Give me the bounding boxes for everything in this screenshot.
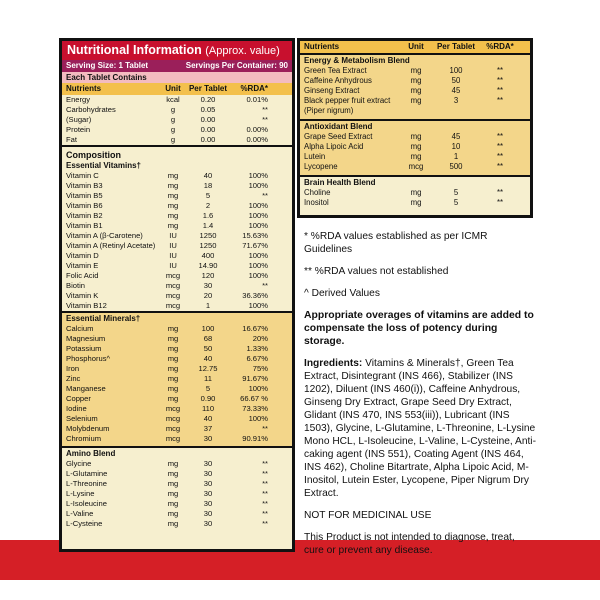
rda-percent: ** (262, 424, 268, 433)
table-row (62, 459, 292, 469)
unit: IU (169, 231, 177, 240)
unit: IU (169, 241, 177, 250)
unit: IU (169, 251, 177, 260)
unit: mcg (165, 404, 181, 413)
rda-percent: ** (496, 198, 504, 207)
rda-percent: ** (262, 115, 268, 124)
table-row (300, 188, 530, 198)
rda-percent: 100% (248, 271, 268, 280)
nutrient-name: Alpha Lipoic Acid (304, 142, 364, 151)
per-tablet: 30 (203, 281, 213, 290)
nutrient-name: Vitamin B12 (66, 301, 107, 310)
notes-section (304, 230, 536, 566)
rda-percent: 75% (252, 364, 268, 373)
per-tablet: 40 (203, 414, 213, 423)
unit: mg (410, 86, 422, 95)
rda-percent: 0.00% (246, 125, 268, 134)
per-tablet: 120 (201, 271, 215, 280)
nutrient-name: Selenium (66, 414, 98, 423)
nutrient-name: Calcium (66, 324, 94, 333)
unit: g (170, 135, 176, 144)
table-row (62, 414, 292, 424)
table-row (62, 261, 292, 271)
unit: mg (167, 364, 179, 373)
rda-percent: 16.67% (242, 324, 268, 333)
table-row (300, 106, 530, 116)
per-tablet: 5 (453, 188, 459, 197)
nutrient-name: L-Glutamine (66, 469, 108, 478)
nutrient-name: Lutein (304, 152, 326, 161)
table-row (62, 181, 292, 191)
per-tablet: 10 (451, 142, 461, 151)
rda-note: * %RDA values established as per ICMR Guidelines (304, 231, 488, 255)
rda-percent: 91.67% (242, 374, 268, 383)
nutrient-name: Grape Seed Extract (304, 132, 373, 141)
table-row (62, 171, 292, 181)
table-row (62, 364, 292, 374)
per-tablet: 50 (451, 76, 461, 85)
nutrient-name: Copper (66, 394, 91, 403)
per-tablet: 1250 (199, 241, 217, 250)
per-tablet: 1 (205, 301, 211, 310)
nutrient-name: Energy (66, 95, 91, 104)
per-tablet: 1.6 (202, 211, 214, 220)
per-tablet: 11 (204, 374, 212, 383)
per-tablet: 0.20 (200, 95, 216, 104)
table-row (62, 324, 292, 334)
table-row (62, 191, 292, 201)
rda-percent: 36.36% (242, 291, 268, 300)
per-tablet: 0.00 (200, 115, 216, 124)
nutrient-name: Caffeine Anhydrous (304, 76, 372, 85)
table-row (62, 231, 292, 241)
nutrient-name: Vitamin E (66, 261, 99, 270)
table-row (62, 301, 292, 311)
nutrition-panel (59, 38, 295, 552)
table-row (62, 394, 292, 404)
rda-percent: 100% (248, 384, 268, 393)
table-row (62, 95, 292, 105)
unit: mg (167, 479, 179, 488)
nutrient-name: Magnesium (66, 334, 106, 343)
vitamins-title: Essential Vitamins† (66, 161, 141, 170)
minerals-list (62, 324, 292, 444)
table-row (62, 404, 292, 414)
blend-table (297, 38, 533, 218)
nutrient-name: Ginseng Extract (304, 86, 360, 95)
nutrient-name: Black pepper fruit extract (304, 96, 391, 105)
brain-blend-title: Brain Health Blend (304, 178, 376, 187)
rda-percent: 100% (248, 211, 268, 220)
nutrient-name: Phosphorus^ (66, 354, 111, 363)
unit: mg (167, 211, 179, 220)
serving-bar (62, 60, 292, 72)
table-row (300, 152, 530, 162)
table-row (62, 221, 292, 231)
nutrient-name: Vitamin A (β-Carotene) (66, 231, 143, 240)
table-row (62, 241, 292, 251)
unit: mcg (165, 271, 181, 280)
rda-percent: ** (496, 76, 504, 85)
overages-note: Appropriate overages of vitamins are added to compensate the loss of potency during storage. (304, 310, 534, 347)
nutrient-name: Potassium (66, 344, 102, 353)
per-tablet: 5 (453, 198, 459, 207)
table-row (62, 479, 292, 489)
nutrient-name: Choline (304, 188, 331, 197)
unit: kcal (166, 95, 180, 104)
rda-percent: 66.67 % (240, 394, 268, 403)
table-row (62, 125, 292, 135)
rda-percent: ** (496, 162, 504, 171)
per-tablet: 40 (203, 171, 213, 180)
rda-percent: ** (262, 489, 268, 498)
per-tablet: 0.00 (200, 135, 216, 144)
table-row (62, 135, 292, 145)
nutrient-name: Fat (66, 135, 77, 144)
nutrient-name: Biotin (66, 281, 85, 290)
table-row (300, 198, 530, 208)
unit: g (170, 105, 176, 114)
unit: mg (410, 66, 422, 75)
unit: mcg (408, 162, 424, 171)
rda-percent: ** (496, 142, 504, 151)
unit: mcg (165, 434, 181, 443)
nutrient-name: Vitamin B3 (66, 181, 103, 190)
table-row (62, 115, 292, 125)
table-row (62, 489, 292, 499)
nutrient-name: Lycopene (304, 162, 338, 171)
unit: mg (410, 96, 422, 105)
unit: mg (410, 152, 422, 161)
per-tablet: 50 (203, 344, 213, 353)
unit: mg (167, 509, 179, 518)
amino-title: Amino Blend (66, 449, 116, 458)
unit: mg (167, 499, 179, 508)
composition-title: Composition (66, 150, 121, 160)
nutrient-name: Manganese (66, 384, 106, 393)
per-tablet: 68 (203, 334, 213, 343)
per-tablet: 30 (203, 489, 213, 498)
nutrient-name: Vitamin K (66, 291, 99, 300)
per-tablet: 18 (203, 181, 213, 190)
nutrient-name: L-Threonine (66, 479, 107, 488)
rda-percent: ** (262, 469, 268, 478)
rda-percent: ** (262, 105, 268, 114)
unit: mg (410, 132, 422, 141)
per-tablet: 14.90 (198, 261, 218, 270)
ingredients-label: Ingredients: (304, 358, 363, 369)
brain-blend (300, 175, 530, 211)
nutrient-name: Iodine (66, 404, 87, 413)
unit: mg (410, 142, 422, 151)
table-row (62, 201, 292, 211)
ingredients-text: Vitamins & Minerals†, Green Tea Extract, Disintegrant (INS 466), Stabilizer (INS 1202), Diluent (INS 460(i)), Caffeine Anhydrous, Ginseng Dry Extract, Grape Seed Dry Extract, Glidant (INS 470, INS 553(iii)), Lubricant (INS 1503), Glycine, L-Glutamine, L-Threonine, L-Lysine Mono HCL, L-Isoleucine, L-Valine, L-Cysteine, Anti-caking agent (INS 551), Coating Agent (INS 464, INS 462), Choline Bitartrate, Alpha Lipoic Acid, M- Inositol, Lutein Ester, Lycopene, Piper Nigrum Dry Extract. (304, 358, 536, 499)
rda-percent: ** (262, 509, 268, 518)
table-row (300, 142, 530, 152)
table-row (300, 162, 530, 172)
per-tablet: 3 (453, 96, 459, 105)
unit: mg (167, 459, 179, 468)
table-row (62, 334, 292, 344)
per-tablet (432, 106, 480, 116)
servings-per-container: Servings Per Container: 90 (185, 61, 288, 70)
per-tablet: 45 (451, 86, 461, 95)
unit: mg (167, 519, 179, 528)
unit: IU (169, 261, 177, 270)
unit: mg (167, 171, 179, 180)
table-row (62, 434, 292, 444)
composition-section (62, 145, 292, 311)
table-row (62, 105, 292, 115)
rda-percent: 100% (248, 261, 268, 270)
rda-percent: 6.67% (246, 354, 268, 363)
per-tablet: 40 (203, 354, 213, 363)
per-tablet: 30 (203, 459, 213, 468)
rda-percent: 73.33% (242, 404, 268, 413)
unit: g (170, 125, 176, 134)
per-tablet: 45 (451, 132, 461, 141)
rda-percent: ** (262, 499, 268, 508)
per-tablet: 100 (201, 324, 215, 333)
unit: mg (167, 221, 179, 230)
unit: mg (167, 181, 179, 190)
unit (400, 106, 432, 116)
table-row (300, 132, 530, 142)
minerals-section (62, 311, 292, 446)
table-row (62, 271, 292, 281)
per-tablet: 500 (449, 162, 463, 171)
table-row (62, 384, 292, 394)
energy-blend-title: Energy & Metabolism Blend (304, 56, 410, 65)
nutrient-name: Zinc (66, 374, 81, 383)
nutrient-name: Protein (66, 125, 91, 134)
per-tablet: 30 (203, 434, 213, 443)
nutrient-name: Vitamin C (66, 171, 99, 180)
nutrient-name: L-Lysine (66, 489, 95, 498)
energy-blend (300, 53, 530, 119)
rda-percent (480, 106, 520, 116)
table-header: Nutrients Unit Per Tablet %RDA* (62, 83, 292, 95)
table-row (300, 66, 530, 76)
unit: mg (167, 469, 179, 478)
ingredients-paragraph (304, 357, 536, 500)
per-tablet: 30 (203, 509, 213, 518)
unit: mg (167, 489, 179, 498)
rda-percent: ** (496, 96, 504, 105)
table-row (300, 86, 530, 96)
table-row (62, 424, 292, 434)
unit: mg (167, 374, 179, 383)
per-tablet: 110 (201, 404, 215, 413)
nutrient-name: (Piper nigrum) (304, 106, 354, 115)
unit: mg (167, 191, 179, 200)
unit: mcg (165, 414, 181, 423)
rda-percent: 100% (248, 301, 268, 310)
unit: mg (410, 76, 422, 85)
unit: mg (167, 334, 179, 343)
nutrient-name: Vitamin B6 (66, 201, 103, 210)
nutrient-name: Chromium (66, 434, 102, 443)
amino-section (62, 446, 292, 529)
per-tablet: 5 (205, 384, 211, 393)
nutrient-name: Folic Acid (66, 271, 99, 280)
table-row (62, 499, 292, 509)
antioxidant-blend-title: Antioxidant Blend (304, 122, 373, 131)
rda-percent: 100% (248, 201, 268, 210)
nutrient-name: Vitamin B5 (66, 191, 103, 200)
rda-percent: ** (496, 86, 504, 95)
antioxidant-blend (300, 119, 530, 175)
rda-percent: 90.91% (242, 434, 268, 443)
each-tablet-label: Each Tablet Contains (62, 72, 292, 83)
unit: mg (167, 344, 179, 353)
rda-percent: 100% (248, 171, 268, 180)
unit: mg (167, 394, 179, 403)
unit: g (170, 115, 176, 124)
rda-percent: ** (262, 479, 268, 488)
unit: mcg (165, 281, 181, 290)
per-tablet: 30 (203, 519, 213, 528)
nutrient-name: Vitamin B2 (66, 211, 103, 220)
per-tablet: 1.4 (202, 221, 214, 230)
unit: mcg (165, 301, 181, 310)
nutrient-name: Green Tea Extract (304, 66, 367, 75)
table-row (62, 374, 292, 384)
rda-percent: ** (496, 66, 504, 75)
nutrient-name: Vitamin B1 (66, 221, 103, 230)
panel-title: Nutritional Information (Approx. value) (62, 41, 292, 60)
not-medicinal: NOT FOR MEDICINAL USE (304, 510, 432, 521)
rda-percent: 0.00% (246, 135, 268, 144)
rda-percent: ** (262, 519, 268, 528)
rda-percent: ** (262, 281, 268, 290)
unit: mg (167, 324, 179, 333)
nutrient-name: Iron (66, 364, 80, 373)
nutrient-name: L-Isoleucine (66, 499, 107, 508)
table-row (62, 211, 292, 221)
nutrient-name: (Sugar) (66, 115, 92, 124)
nutrient-name: Vitamin D (66, 251, 99, 260)
rda-percent: 71.67% (242, 241, 268, 250)
rda-percent: 0.01% (246, 95, 268, 104)
rda-percent: 15.63% (242, 231, 268, 240)
rda-percent: 1.33% (246, 344, 268, 353)
unit: mcg (165, 424, 181, 433)
rda-percent: ** (496, 132, 504, 141)
per-tablet: 0.00 (200, 125, 216, 134)
per-tablet: 0.90 (200, 394, 216, 403)
basic-nutrients (62, 95, 292, 145)
nutrient-name: Carbohydrates (66, 105, 116, 114)
per-tablet: 5 (205, 191, 211, 200)
nutrient-name: Molybdenum (66, 424, 110, 433)
per-tablet: 20 (203, 291, 213, 300)
rda-percent: 20% (252, 334, 268, 343)
nutrient-name: L-Cysteine (66, 519, 103, 528)
rda-percent: 100% (248, 251, 268, 260)
no-rda-note: ** %RDA values not established (304, 266, 449, 277)
amino-list (62, 459, 292, 529)
table-row (62, 469, 292, 479)
serving-size: Serving Size: 1 Tablet (66, 61, 149, 70)
rda-percent: ** (262, 191, 268, 200)
unit: mg (410, 198, 422, 207)
vitamins-list (62, 171, 292, 311)
per-tablet: 1 (453, 152, 459, 161)
per-tablet: 2 (205, 201, 211, 210)
per-tablet: 30 (203, 479, 213, 488)
rda-percent: ** (262, 459, 268, 468)
per-tablet: 1250 (199, 231, 217, 240)
table-row (300, 96, 530, 106)
rda-percent: 100% (248, 221, 268, 230)
derived-note: ^ Derived Values (304, 288, 380, 299)
unit: mg (167, 354, 179, 363)
nutrient-name: Glycine (66, 459, 92, 468)
table-row (62, 291, 292, 301)
unit: mg (167, 201, 179, 210)
per-tablet: 12.75 (198, 364, 218, 373)
table-row (62, 251, 292, 261)
unit: mg (410, 188, 422, 197)
table-row (62, 519, 292, 529)
unit: mg (167, 384, 179, 393)
table-row (62, 344, 292, 354)
nutrient-name: Inositol (304, 198, 329, 207)
blend-table-header: Nutrients Unit Per Tablet %RDA* (300, 41, 530, 53)
rda-percent: ** (496, 152, 504, 161)
per-tablet: 30 (203, 499, 213, 508)
nutrient-name: L-Valine (66, 509, 94, 518)
unit: mcg (165, 291, 181, 300)
per-tablet: 400 (201, 251, 215, 260)
table-row (62, 281, 292, 291)
per-tablet: 30 (203, 469, 213, 478)
table-row (62, 354, 292, 364)
per-tablet: 0.05 (200, 105, 216, 114)
disclaimer: This Product is not intended to diagnose, treat, cure or prevent any disease. (304, 532, 515, 556)
rda-percent: 100% (248, 414, 268, 423)
rda-percent: ** (496, 188, 504, 197)
minerals-title: Essential Minerals† (66, 314, 141, 323)
per-tablet: 100 (449, 66, 463, 75)
per-tablet: 37 (203, 424, 213, 433)
table-row (62, 509, 292, 519)
nutrient-name: Vitamin A (Retinyl Acetate) (66, 241, 156, 250)
rda-percent: 100% (248, 181, 268, 190)
table-row (300, 76, 530, 86)
